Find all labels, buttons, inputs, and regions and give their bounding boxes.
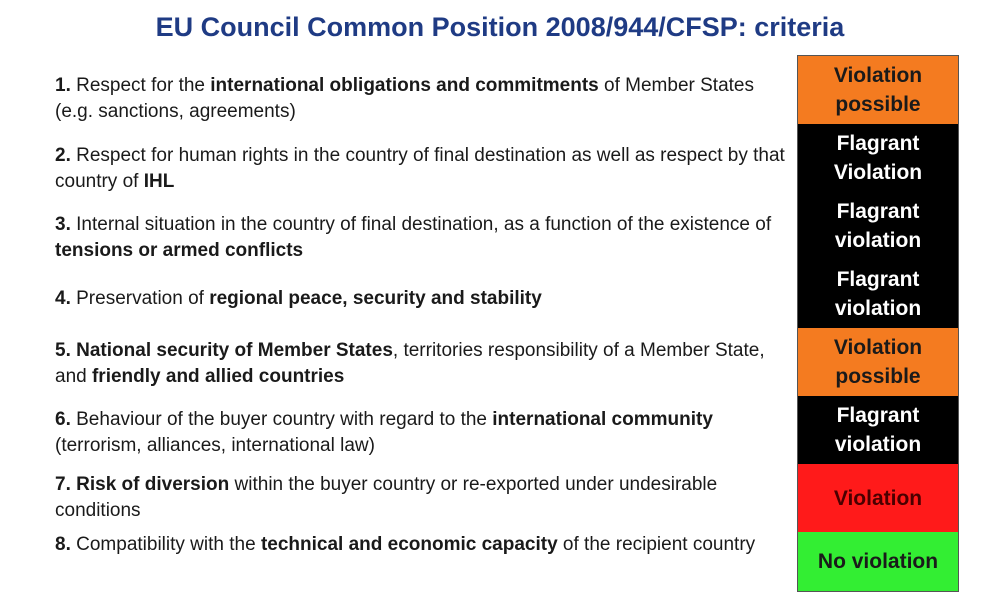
criterion-emphasis: IHL bbox=[143, 171, 175, 192]
criterion-number: 5. bbox=[55, 340, 71, 361]
assessment-box-4: Flagrant violation bbox=[798, 260, 958, 328]
assessment-column bbox=[797, 55, 959, 592]
criterion-text: (terrorism, alliances, international law) bbox=[55, 435, 375, 456]
criterion-text: Compatibility with the bbox=[70, 534, 261, 555]
criterion-text: of the recipient country bbox=[557, 534, 756, 555]
criterion-number: 3. bbox=[55, 214, 71, 235]
criterion-emphasis: National security of Member States bbox=[76, 340, 393, 361]
criterion-6 bbox=[55, 407, 785, 459]
criterion-text: Internal situation in the country of final destination, as a function of the existence of bbox=[70, 214, 772, 235]
criterion-emphasis: regional peace, security and stability bbox=[209, 288, 542, 309]
assessment-box-3: Flagrant violation bbox=[798, 192, 958, 260]
assessment-box-1: Violation possible bbox=[798, 56, 958, 124]
assessment-box-8: No violation bbox=[798, 532, 958, 591]
criterion-text: Respect for the bbox=[70, 75, 211, 96]
criterion-emphasis: tensions or armed conflicts bbox=[55, 240, 304, 261]
assessment-box-7: Violation bbox=[798, 464, 958, 532]
criterion-3 bbox=[55, 212, 785, 264]
criterion-1 bbox=[55, 73, 785, 125]
criterion-number: 7. bbox=[55, 474, 71, 495]
criterion-7 bbox=[55, 472, 785, 524]
criterion-5 bbox=[55, 338, 785, 390]
criterion-4 bbox=[55, 286, 785, 312]
criterion-text: of Member States (e.g. sanctions, agreements) bbox=[55, 75, 754, 122]
criterion-number: 2. bbox=[55, 145, 71, 166]
assessment-box-2: Flagrant Violation bbox=[798, 124, 958, 192]
criterion-emphasis: international community bbox=[492, 409, 713, 430]
criterion-number: 4. bbox=[55, 288, 71, 309]
criterion-8 bbox=[55, 532, 785, 558]
criterion-number: 8. bbox=[55, 534, 71, 555]
criterion-text: Behaviour of the buyer country with regard to the bbox=[70, 409, 493, 430]
page-title: EU Council Common Position 2008/944/CFSP: criteria bbox=[155, 12, 845, 42]
criterion-text: Preservation of bbox=[70, 288, 210, 309]
criterion-text: , territories responsibility of a Member State, and bbox=[55, 340, 765, 387]
criterion-number: 6. bbox=[55, 409, 71, 430]
criterion-emphasis: technical and economic capacity bbox=[260, 534, 558, 555]
assessment-box-6: Flagrant violation bbox=[798, 396, 958, 464]
criterion-emphasis: Risk of diversion bbox=[76, 474, 230, 495]
criterion-emphasis: international obligations and commitments bbox=[210, 75, 599, 96]
assessment-box-5: Violation possible bbox=[798, 328, 958, 396]
criterion-2 bbox=[55, 143, 785, 195]
criterion-number: 1. bbox=[55, 75, 71, 96]
criterion-text: within the buyer country or re-exported under undesirable conditions bbox=[55, 474, 718, 521]
criterion-emphasis: friendly and allied countries bbox=[91, 366, 345, 387]
criterion-text: Respect for human rights in the country of final destination as well as respect by that country of bbox=[55, 145, 785, 192]
